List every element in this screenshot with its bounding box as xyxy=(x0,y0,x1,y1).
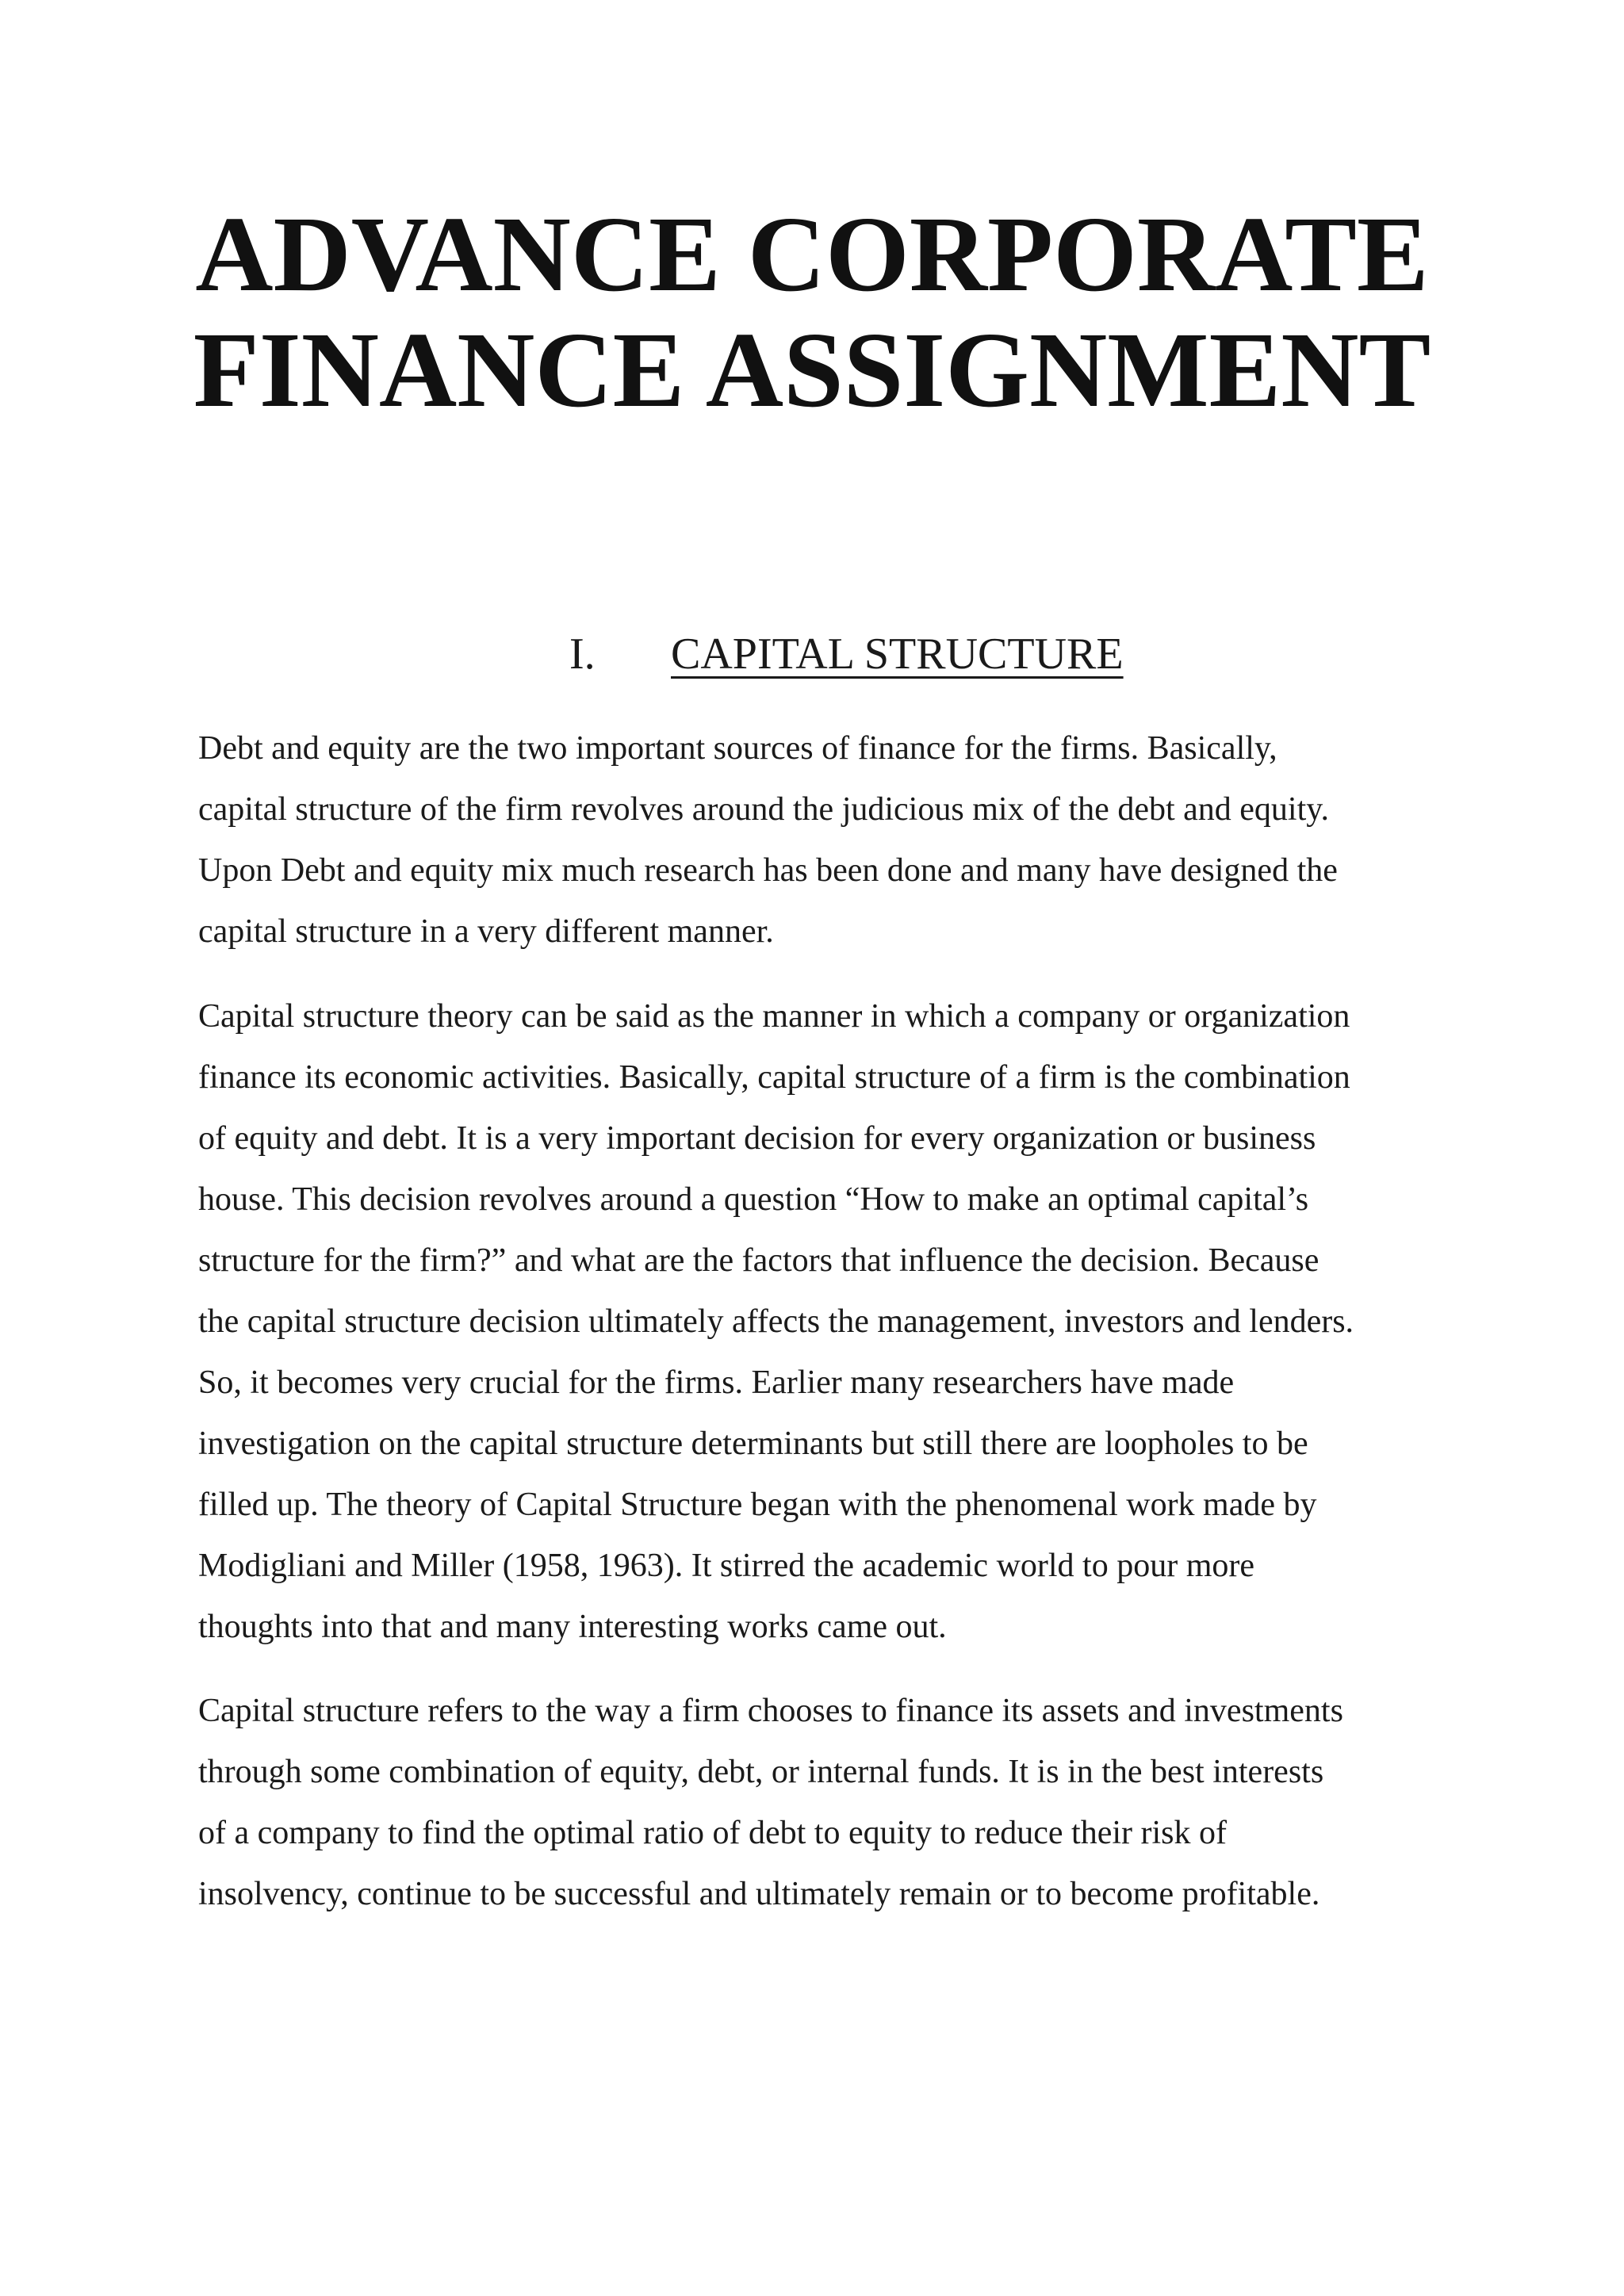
paragraph-line: Upon Debt and equity mix much research has been done and many have designed the xyxy=(198,852,1338,889)
section-title: CAPITAL STRUCTURE xyxy=(671,629,1124,679)
paragraph-line: through some combination of equity, debt, or internal funds. It is in the best interests xyxy=(198,1754,1324,1790)
paragraph-line: Capital structure theory can be said as the manner in which a company or organization xyxy=(198,998,1350,1035)
paragraph-line: insolvency, continue to be successful and ultimately remain or to become profitable. xyxy=(198,1876,1320,1912)
paragraph-line: thoughts into that and many interesting works came out. xyxy=(198,1609,947,1645)
paragraph-line: filled up. The theory of Capital Structure began with the phenomenal work made by xyxy=(198,1487,1317,1523)
paragraph-line: Debt and equity are the two important sources of finance for the firms. Basically, xyxy=(198,730,1277,767)
paragraph-line: So, it becomes very crucial for the firms. Earlier many researchers have made xyxy=(198,1364,1235,1401)
section-number: I. xyxy=(569,629,596,679)
paragraph-line: capital structure in a very different manner. xyxy=(198,913,774,950)
paragraph xyxy=(198,1681,1451,1925)
paragraph xyxy=(198,718,1451,962)
section-heading xyxy=(0,626,1624,682)
paragraph-line: investigation on the capital structure determinants but still there are loopholes to be xyxy=(198,1425,1308,1462)
paragraph xyxy=(198,986,1451,1658)
paragraph-line: capital structure of the firm revolves around the judicious mix of the debt and equity. xyxy=(198,791,1330,828)
paragraph-line: house. This decision revolves around a question “How to make an optimal capital’s xyxy=(198,1181,1309,1218)
document-title-line: FINANCE ASSIGNMENT xyxy=(193,311,1431,430)
document-title-line: ADVANCE CORPORATE xyxy=(195,195,1429,314)
paragraph-line: Modigliani and Miller (1958, 1963). It stirred the academic world to pour more xyxy=(198,1548,1255,1584)
paragraph-line: structure for the firm?” and what are the factors that influence the decision. Because xyxy=(198,1242,1320,1279)
paragraph-line: the capital structure decision ultimately affects the management, investors and lenders. xyxy=(198,1303,1354,1340)
paragraph-line: of equity and debt. It is a very important decision for every organization or business xyxy=(198,1120,1316,1157)
document-title xyxy=(0,197,1624,428)
paragraph-line: Capital structure refers to the way a firm chooses to finance its assets and investments xyxy=(198,1693,1343,1729)
paragraph-line: finance its economic activities. Basically, capital structure of a firm is the combination xyxy=(198,1059,1350,1096)
paragraph-line: of a company to find the optimal ratio of debt to equity to reduce their risk of xyxy=(198,1815,1227,1851)
